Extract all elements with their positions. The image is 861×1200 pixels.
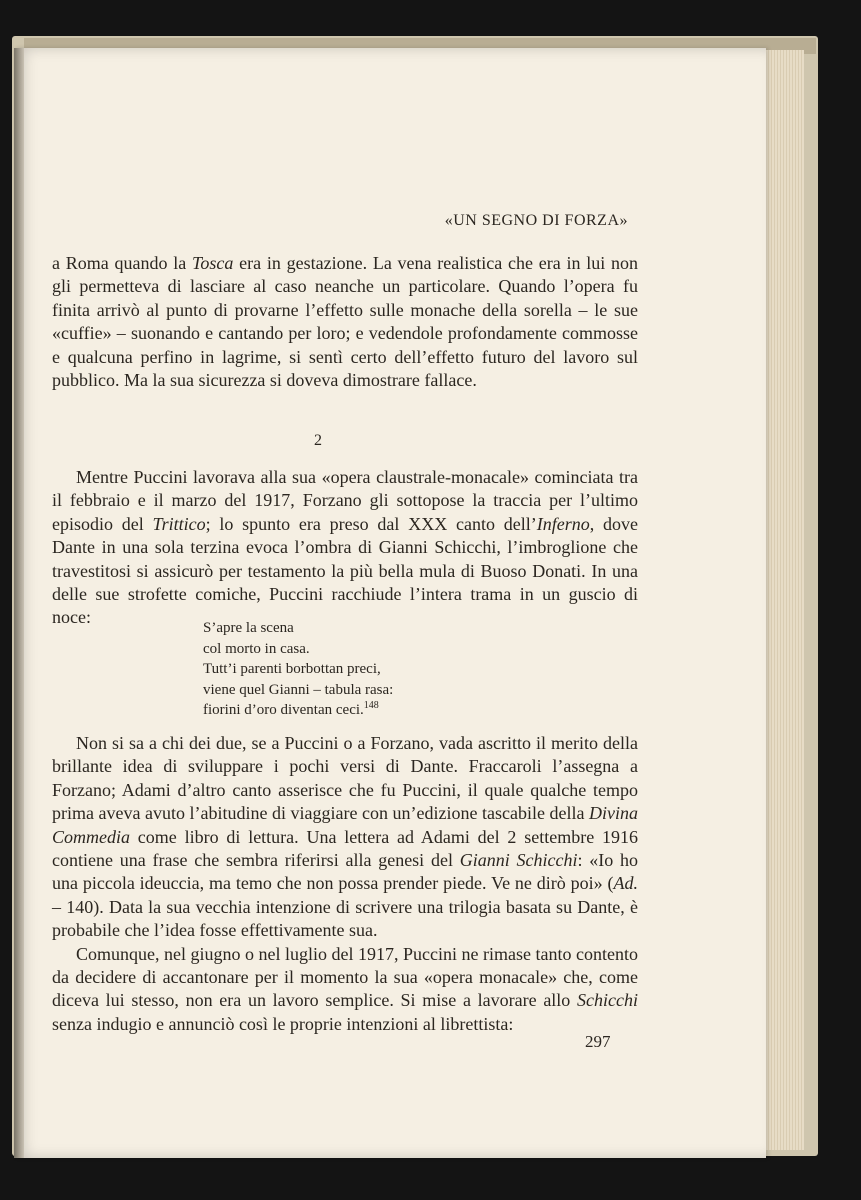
paragraph-3-text: come libro di lettura. Una lettera ad Adami del 2 settembre 1916 contiene una frase che sembra riferirsi alla genesi del: [52, 826, 638, 871]
paragraph-2-italic: Trittico: [152, 513, 206, 534]
page-gutter: [14, 48, 24, 1158]
paragraph-1-text: era in gestazione. La vena realistica che era in lui non: [233, 253, 638, 273]
paragraph-2: [52, 466, 638, 630]
section-number: 2: [314, 432, 322, 449]
paragraph-3-text: : «Io ho una piccola ideuccia, ma temo che non possa prender piede. Ve ne dirò poi» (: [52, 850, 638, 894]
verse-line: viene quel Gianni – tabula rasa:: [203, 681, 394, 698]
paragraph-3-italic: Gianni Schicchi: [459, 850, 578, 871]
paragraph-1-italic: Tosca: [192, 253, 234, 273]
verse-line: S’apre la scena: [203, 620, 294, 636]
paragraph-3-text: Non si sa a chi dei due, se a Puccini o a Forzano, vada ascritto il merito della brillante idea di sviluppare i pochi versi di Dante. Fraccaroli l’assegna a Forzano; Adami d’altro canto asserisce che fu Puccini, il quale qualche tempo prima aveva avuto l’abitudine di viaggiare con un’edizione tascabile della: [52, 733, 638, 824]
paragraph-1: [52, 252, 638, 392]
paragraph-1-text: gli permetteva di lasciare al caso neanche un particolare. Quando l’opera fu finita arrivò al punto di provarne l’effetto sulle monache della sorella – le sue «cuffie» – suonando e cantando per loro; e vedendole profondamente commosse e qualcuna perfino in lagrime, si sentì certo dell’effetto futuro del lavoro sul pubblico. Ma la sua sicurezza si doveva dimostrare fallace.: [52, 276, 638, 391]
page-edges: [760, 50, 804, 1150]
verse-line: Tutt’i parenti borbottan preci,: [203, 661, 381, 678]
footnote-reference: 148: [363, 700, 379, 712]
paragraph-4-text: Comunque, nel giugno o nel luglio del 1917, Puccini ne rimase tanto contento da decidere di accantonare per il momento la sua «opera monacale» che, come diceva lui stesso, non era un lavoro semplice. Si mise a lavorare allo: [52, 943, 638, 1011]
verse-line-text: fiorini d’oro diventan ceci.: [203, 702, 364, 719]
paragraphs-3-4: [52, 732, 638, 1036]
paragraph-3-italic: Divina Commedia: [52, 803, 638, 847]
paragraph-4-italic: Schicchi: [577, 990, 638, 1011]
paragraph-1-text: a Roma quando la: [52, 253, 192, 273]
verse-line: [203, 700, 393, 721]
paragraph-2-text: ; lo spunto era preso dal XXX canto dell’: [205, 513, 537, 534]
paragraph-2-text: , dove Dante in una sola terzina evoca l’ombra di Gianni Schicchi, l’imbroglione che travestitosi si assicurò per testamento la più bella mula di Buoso Donati. In una delle sue strofette comiche, Puccini racchiude l’intera trama in un guscio di noce:: [52, 513, 638, 628]
verse-quote: [203, 618, 393, 721]
page-number: 297: [585, 1032, 611, 1051]
paragraph-4-text: senza indugio e annunciò così le proprie intenzioni al librettista:: [52, 1013, 514, 1034]
paragraph-2-italic: Inferno: [536, 513, 590, 534]
paragraph-3-text: – 140). Data la sua vecchia intenzione di scrivere una trilogia basata su Dante, è probabile che l’idea fosse effettivamente sua.: [52, 896, 638, 941]
verse-line: col morto in casa.: [203, 640, 310, 657]
book-page: [14, 48, 766, 1158]
paragraph-2-text: Mentre Puccini lavorava alla sua «opera claustrale-monacale» cominciata tra il febbraio e il marzo del 1917, Forzano gli sottopose la traccia per l’ultimo episodio del: [52, 467, 638, 534]
paragraph-3-italic: Ad.: [613, 873, 638, 894]
running-head: «UN SEGNO DI FORZA»: [444, 212, 628, 229]
